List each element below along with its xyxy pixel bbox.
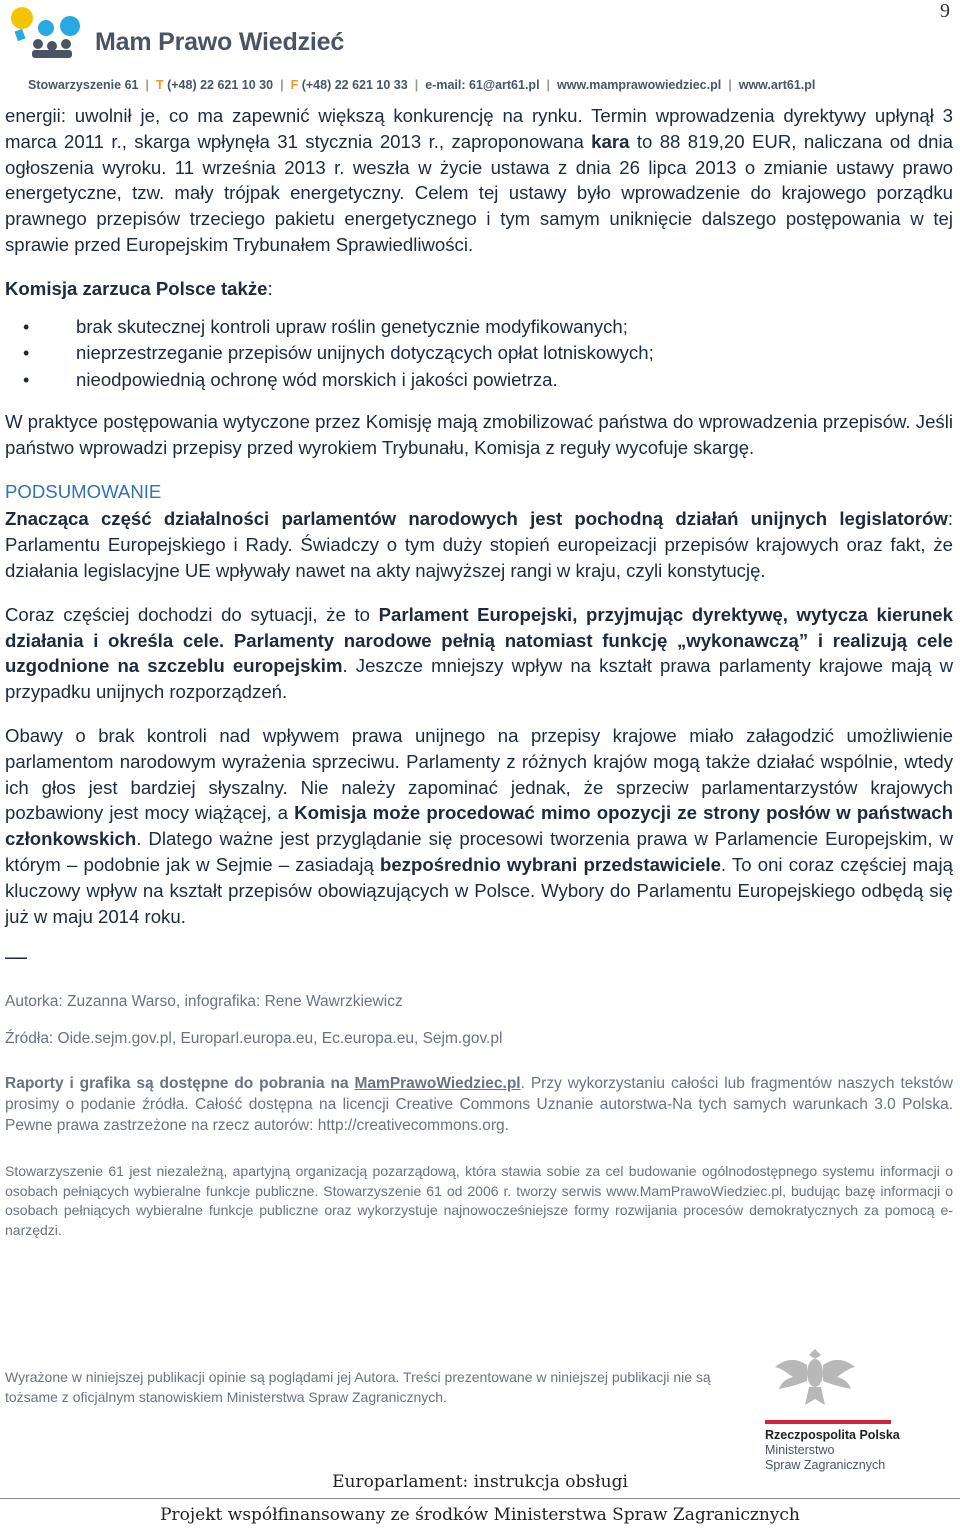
- text: to 88 819,20 EUR, naliczana od dnia ogłoszenia wyroku. 11 września 2013 r. weszła w życie ustawa z dnia 26 lipca 2013 o zmianie ustawy prawo energetyczne, tzw. mały trójpak energetyczny. Celem tej ustawy było wprowadzenie do krajowego porządku prawnego przepisów trzeciego pakietu energetycznego i tym samym uniknięcie dalszego postępowania w tej sprawie przed Europejskim Trybunałem Sprawiedliwości.: [5, 130, 953, 255]
- footer-divider: [0, 1498, 960, 1499]
- paragraph-6: [5, 723, 953, 929]
- disclaimer: Wyrażone w niniejszej publikacji opinie są poglądami jej Autora. Treści prezentowane w niniejszej publikacji nie są tożsame z oficjalnym stanowiskiem Ministerstwa Spraw Zagranicznych.: [5, 1369, 711, 1405]
- footer-title: Europarlament: instrukcja obsługi: [332, 1472, 628, 1492]
- fax: (+48) 22 621 10 33: [301, 78, 408, 92]
- email-link[interactable]: e-mail: 61@art61.pl: [425, 78, 540, 92]
- ministry-logo: [765, 1418, 905, 1473]
- ministry-line-3: Spraw Zagranicznych: [765, 1458, 886, 1472]
- list-item: • nieodpowiednią ochronę wód morskich i jakości powietrza.: [5, 367, 953, 394]
- list-item: • nieprzestrzeganie przepisów unijnych dotyczących opłat lotniskowych;: [5, 340, 953, 367]
- ministry-line-2: Ministerstwo: [765, 1443, 835, 1457]
- phone: (+48) 22 621 10 30: [167, 78, 274, 92]
- org-info: Stowarzyszenie 61 jest niezależną, apartyjną organizacją pozarządową, która stawia sobie za cel budowanie ogólnodostępnego systemu informacji o osobach pełniących wybieralne funkcje publiczne. Stowarzyszenie 61 od 2006 r. tworzy serwis www.MamPrawoWiedziec.pl, budując bazę informacji o osobach pełniących wybieralne funkcje publiczne oraz wykorzystuje najnowocześniejsze formy rozwijania procesów demokratycznych za pomocą e-narzędzi.: [5, 1163, 953, 1238]
- text: . To oni coraz częściej mają kluczowy wpływ na kształt przepisów obowiązujących w Polsce. Wybory do Parlamentu Europejskiego odbędą się już w maju 2014 roku.: [5, 854, 953, 927]
- site-link-1[interactable]: www.mamprawowiedziec.pl: [557, 78, 722, 92]
- separator-dash: —: [5, 944, 27, 970]
- contact-bar: Stowarzyszenie 61 | T (+48) 22 621 10 30 | F (+48) 22 621 10 33 | e-mail: 61@art61.pl | www.mamprawowiedziec.pl | www.art61.pl: [28, 78, 816, 92]
- bold-text: Raporty i grafika są dostępne do pobrania na: [5, 1075, 355, 1093]
- page-header: [0, 0, 960, 96]
- ministry-red-bar: [765, 1420, 891, 1424]
- ministry-line-1: Rzeczpospolita Polska: [765, 1428, 900, 1442]
- author-line: Autorka: Zuzanna Warso, infografika: Rene Wawrzkiewicz: [5, 993, 403, 1011]
- logo-text: Mam Prawo Wiedzieć: [95, 28, 345, 56]
- sources-line: Źródła: Oide.sejm.gov.pl, Europarl.europa.eu, Ec.europa.eu, Sejm.gov.pl: [5, 1030, 503, 1048]
- paragraph-1: [5, 103, 953, 258]
- text: . Jeszcze mniejszy wpływ na kształt prawa parlamenty krajowe mają w przypadku unijnych rozporządzeń.: [5, 655, 953, 703]
- paragraph-4: [5, 506, 953, 583]
- paragraph-3: W praktyce postępowania wytyczone przez Komisję mają zmobilizować państwa do wprowadzenia przepisów. Jeśli państwo wprowadzi przepisy przed wyrokiem Trybunału, Komisja z reguły wycofuje skargę.: [5, 411, 953, 458]
- list-item: • brak skutecznej kontroli upraw roślin genetycznie modyfikowanych;: [5, 314, 953, 341]
- org-name: Stowarzyszenie 61: [28, 78, 139, 92]
- complaint-list: [5, 314, 953, 394]
- text: . Dlatego ważne jest przyglądanie się procesowi tworzenia prawa w Parlamencie Europejskim, w którym – podobnie jak w Sejmie – zasiadają: [5, 828, 953, 876]
- section-title: PODSUMOWANIE: [5, 480, 162, 502]
- bold-text: bezpośrednio wybrani przedstawiciele: [379, 854, 721, 876]
- paragraph-5: [5, 602, 953, 705]
- logo-icon: [8, 4, 108, 60]
- text: Coraz częściej dochodzi do sytuacji, że to: [5, 603, 379, 625]
- text: :: [267, 277, 273, 299]
- phone-label: T: [155, 78, 164, 92]
- paragraph-2: [5, 276, 953, 302]
- bold-text: Komisja zarzuca Polsce także: [5, 277, 268, 299]
- text: . Przy wykorzystaniu całości lub fragmentów naszych tekstów prosimy o podanie źródła. Całość dostępna na licencji Creative Commons Uznanie autorstwa-Na tych samych warunkach 3.0 Polska. Pewne prawa zastrzeżone na rzecz autorów: http://creativecommons.org.: [5, 1075, 953, 1135]
- bold-text: Znacząca część działalności parlamentów narodowych jest pochodną działań unijnych legislatorów: [5, 508, 948, 530]
- footer-project: Projekt współfinansowany ze środków Ministerstwa Spraw Zagranicznych: [160, 1505, 800, 1525]
- bold-text: kara: [591, 130, 630, 152]
- text: Obawy o brak kontroli nad wpływem prawa unijnego na przepisy krajowe miało załagodzić umożliwienie parlamentom narodowym wyrażenia sprzeciwu. Parlamenty z różnych krajów mogą także działać wspólnie, wtedy ich głos jest bardziej słyszalny. Nie należy zapominać jednak, że sprzeciw parlamentarzystów krajowych pozbawiony jest mocy wiążącej, a: [5, 725, 953, 824]
- bold-text: Komisja może procedować mimo opozycji ze strony posłów w państwach członkowskich: [5, 802, 953, 850]
- site-link-2[interactable]: www.art61.pl: [738, 78, 816, 92]
- text: : Parlamentu Europejskiego i Rady. Świadczy o tym duży stopień europeizacji przepisów krajowych oraz fakt, że działania legislacyjne UE wpływały nawet na akty najwyższej rangi w kraju, czyli konstytucję.: [5, 508, 953, 582]
- article-body: [5, 103, 953, 1240]
- download-link[interactable]: MamPrawoWiedziec.pl: [354, 1075, 521, 1093]
- fax-label: F: [290, 78, 299, 92]
- bold-text: Parlament Europejski, przyjmując dyrektywę, wytycza kierunek działania i określa cele. Parlamenty narodowe pełnią natomiast funkcję „wykonawczą” i realizują cele uzgodnione na szczeblu europejskim: [5, 603, 953, 677]
- page-number: 9: [940, 0, 950, 22]
- eagle-emblem-icon: [765, 1343, 865, 1413]
- text: energii: uwolnił je, co ma zapewnić większą konkurencję na rynku. Termin wprowadzenia dyrektywy upłynął 3 marca 2011 r., skarga wpłynęła 31 stycznia 2013 r., zaproponowana: [5, 105, 953, 152]
- license-text: [5, 1073, 953, 1136]
